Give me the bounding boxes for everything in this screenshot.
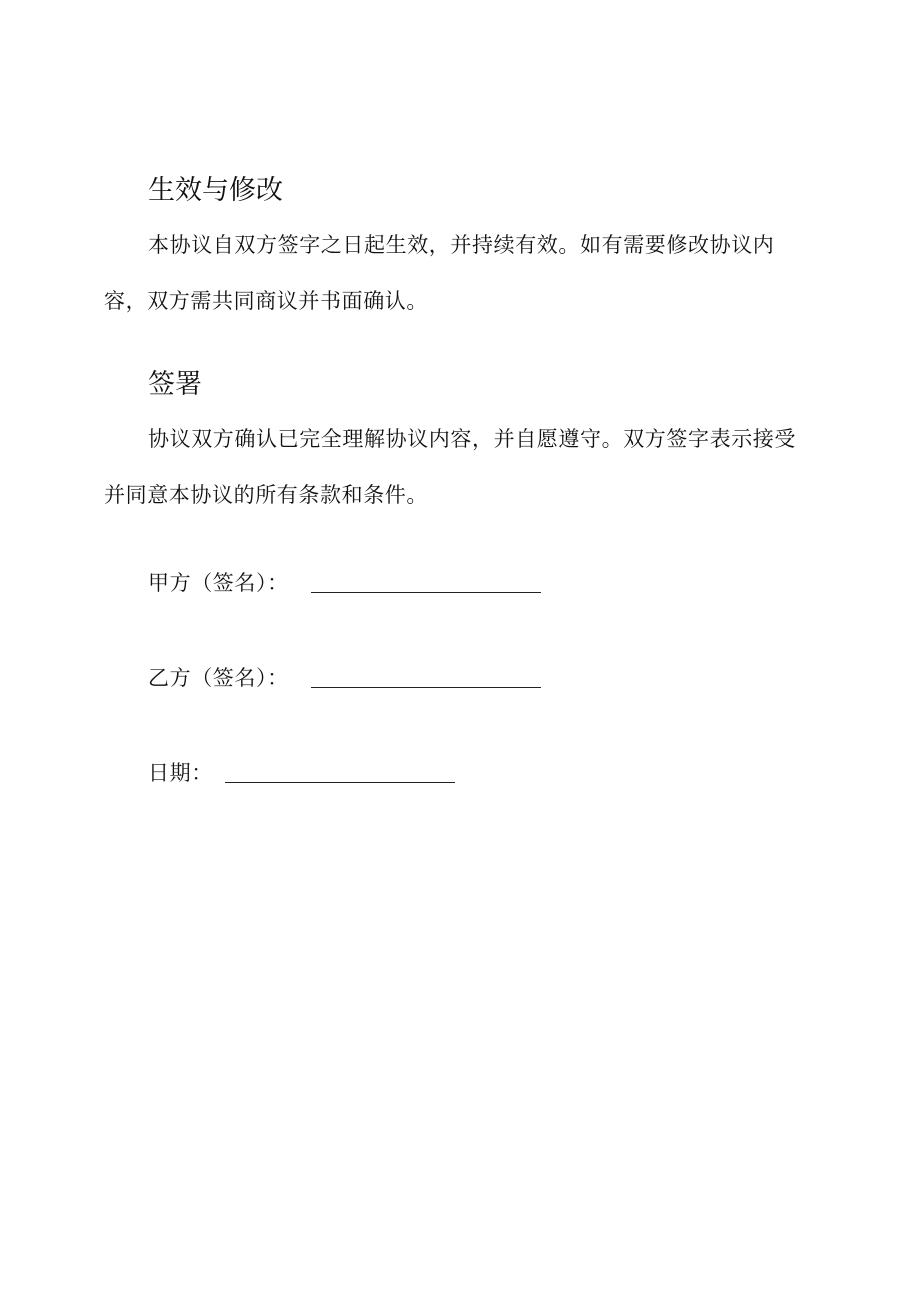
section-heading-effect: 生效与修改 (148, 175, 283, 206)
signature-label-date: 日期： (148, 761, 213, 785)
signature-row-party-b (148, 663, 541, 693)
section-heading-signing: 签署 (148, 369, 202, 400)
signature-label-party-b: 乙方（签名）： (148, 666, 289, 690)
signature-line-party-b[interactable] (311, 687, 541, 688)
signature-line-party-a[interactable] (311, 592, 541, 593)
signature-row-date (148, 758, 455, 788)
section-paragraph-effect: 本协议自双方签字之日起生效，并持续有效。如有需要修改协议内容，双方需共同商议并书面确认。 (104, 233, 775, 313)
signature-row-party-a (148, 568, 541, 598)
signature-label-party-a: 甲方（签名）： (148, 571, 289, 595)
section-paragraph-signing: 协议双方确认已完全理解协议内容，并自愿遵守。双方签字表示接受并同意本协议的所有条款和条件。 (104, 427, 796, 507)
signature-line-date[interactable] (225, 782, 455, 783)
